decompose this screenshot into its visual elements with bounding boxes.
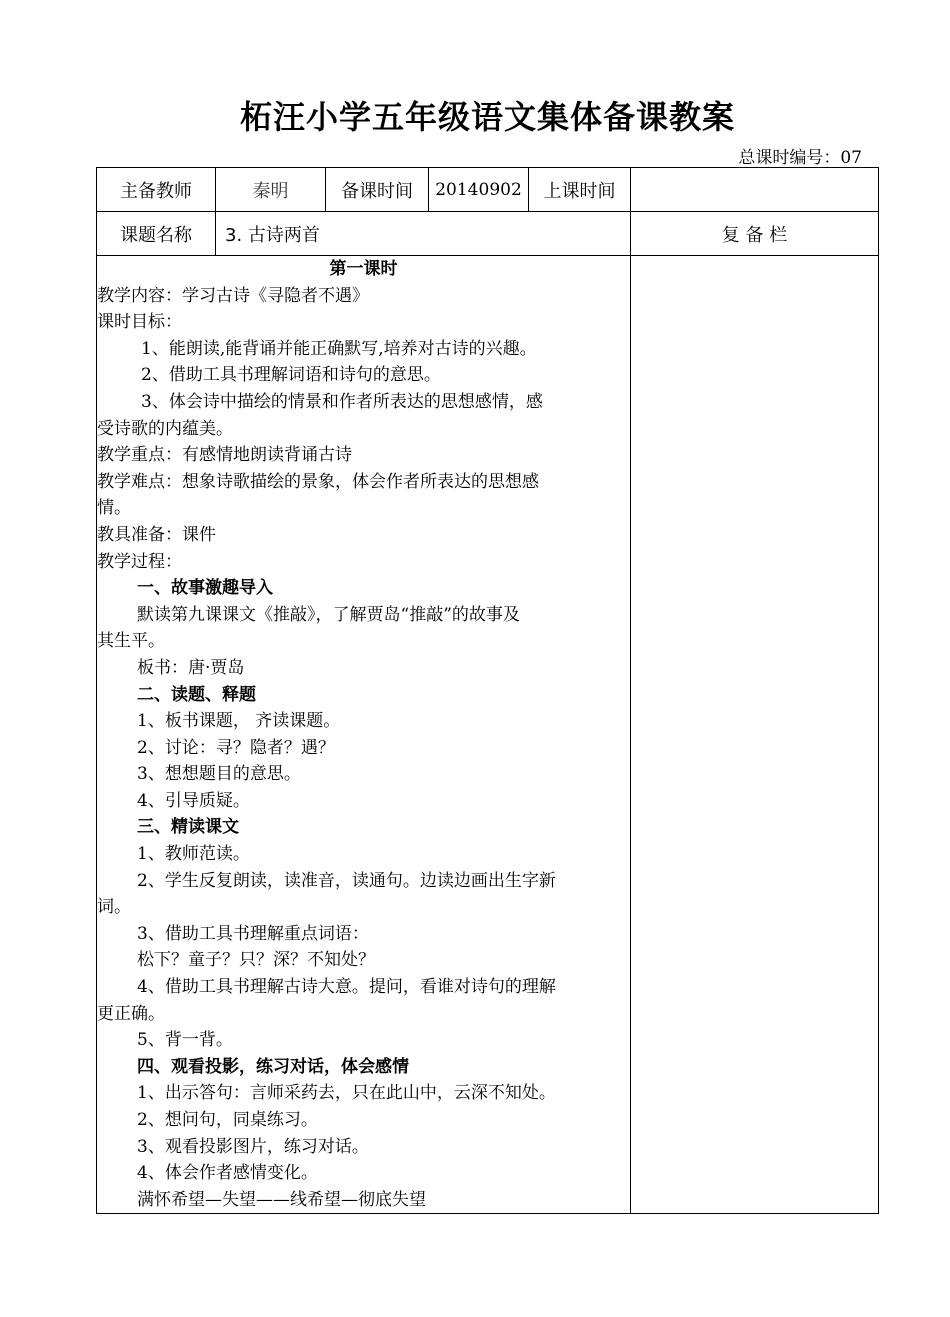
section-3-item-2: 2、学生反复朗读，读准音，读通句。边读边画出生字新 (137, 870, 556, 891)
section-3-item-5: 5、背一背。 (137, 1030, 233, 1051)
section-1-para-1-cont: 其生平。 (97, 631, 165, 652)
section-4-item-2: 2、想问句，同桌练习。 (137, 1110, 318, 1130)
section-3-item-3: 3、借助工具书理解重点词语： (137, 923, 369, 944)
goal-item-2: 2、借助工具书理解词语和诗句的意思。 (141, 365, 441, 386)
section-3-item-2-cont: 词。 (97, 897, 131, 918)
header-row-topic (97, 212, 879, 256)
key-text: 有感情地朗读背诵古诗 (182, 445, 352, 466)
goals-label: 课时目标： (97, 312, 182, 333)
body-row (97, 256, 879, 1214)
goal-item-3-cont: 受诗歌的内蕴美。 (97, 418, 233, 439)
section-1-para-1: 默读第九课课文《推敲》，了解贾岛“推敲”的故事及 (137, 604, 520, 625)
main-teacher-value: 秦明 (216, 168, 326, 212)
tools-label: 教具准备： (97, 524, 182, 545)
goal-item-1: 1、能朗读,能背诵并能正确默写,培养对古诗的兴趣。 (141, 338, 537, 359)
key-line (97, 442, 630, 469)
header-row-teacher (97, 168, 879, 212)
lesson-number (738, 143, 862, 168)
section-1-title: 一、故事激趣导入 (137, 578, 273, 599)
review-label: 复 备 栏 (631, 212, 879, 256)
lesson-number-label: 总课时编号： (738, 148, 841, 168)
difficulty-label: 教学难点： (97, 471, 182, 492)
prep-time-label: 备课时间 (326, 168, 429, 212)
main-teacher-label: 主备教师 (97, 168, 216, 212)
lesson-plan-table (96, 167, 879, 1214)
section-3-item-1: 1、教师范读。 (137, 844, 250, 865)
section-2-item-2: 2、讨论：寻？隐者？遇？ (137, 737, 335, 758)
section-2-item-4: 4、引导质疑。 (137, 790, 250, 811)
section-3-title: 三、精读课文 (137, 817, 239, 838)
lesson-number-value: 07 (840, 148, 862, 168)
period-heading: 第一课时 (329, 259, 398, 279)
section-4-flow: 满怀希望—失望——线希望—彻底失望 (137, 1189, 426, 1210)
difficulty-cont: 情。 (97, 498, 131, 519)
section-1-para-2: 板书：唐·贾岛 (137, 657, 245, 678)
tools-line (97, 522, 630, 549)
page-title: 柘汪小学五年级语文集体备课教案 (239, 98, 735, 136)
section-4-item-3: 3、观看投影图片，练习对话。 (137, 1136, 369, 1157)
section-3-item-3-words: 松下？童子？只？深？不知处？ (137, 950, 375, 971)
difficulty-line (97, 469, 630, 496)
section-4-item-1: 1、出示答句：言师采药去，只在此山中，云深不知处。 (137, 1083, 556, 1104)
section-2-item-3: 3、想想题目的意思。 (137, 764, 301, 785)
class-time-value (631, 168, 879, 212)
lesson-body (97, 256, 631, 1214)
topic-label: 课题名称 (97, 212, 216, 256)
review-column (631, 256, 879, 1214)
key-label: 教学重点： (97, 445, 182, 466)
content-label: 教学内容： (97, 285, 182, 306)
content-text: 学习古诗《寻隐者不遇》 (182, 285, 369, 306)
prep-time-value: 20140902 (429, 168, 529, 212)
section-3-item-4-cont: 更正确。 (97, 1003, 165, 1024)
class-time-label: 上课时间 (529, 168, 631, 212)
topic-value: 3. 古诗两首 (216, 212, 631, 256)
section-2-title: 二、读题、释题 (137, 684, 256, 705)
goal-item-3: 3、体会诗中描绘的情景和作者所表达的思想感情，感 (141, 391, 543, 412)
section-4-item-4: 4、体会作者感情变化。 (137, 1163, 318, 1184)
content-line (97, 283, 630, 310)
section-3-item-4: 4、借助工具书理解古诗大意。提问，看谁对诗句的理解 (137, 977, 556, 998)
section-4-title: 四、观看投影，练习对话，体会感情 (137, 1056, 409, 1077)
tools-text: 课件 (182, 524, 216, 545)
process-label: 教学过程： (97, 551, 182, 572)
section-2-item-1: 1、板书课题， 齐读课题。 (137, 711, 341, 732)
difficulty-text: 想象诗歌描绘的景象，体会作者所表达的思想感 (182, 471, 539, 492)
